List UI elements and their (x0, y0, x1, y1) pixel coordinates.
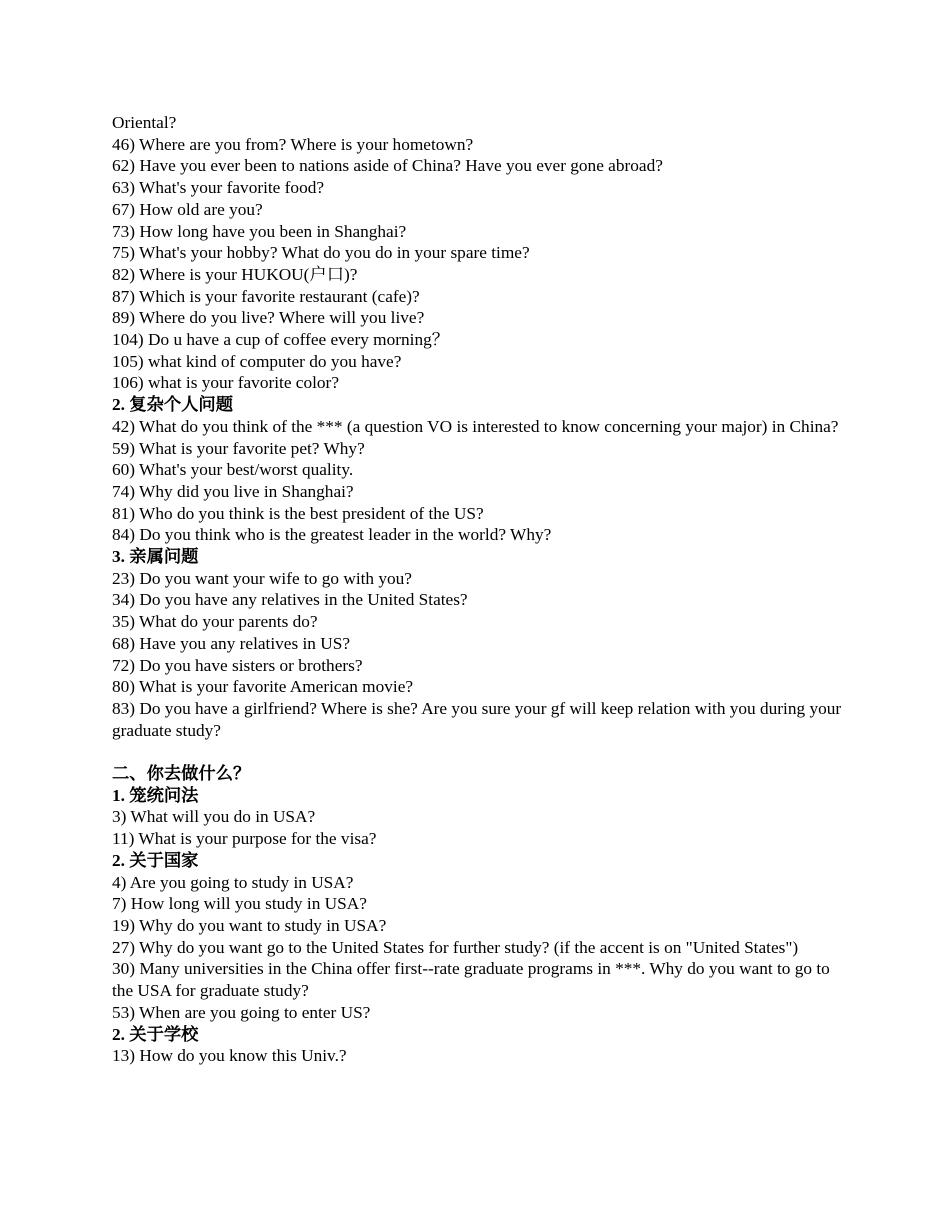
question-line: 80) What is your favorite American movie? (112, 677, 414, 697)
question-line: 63) What's your favorite food? (112, 178, 325, 198)
question-line: 19) Why do you want to study in USA? (112, 916, 387, 935)
question-line: 60) What's your best/worst quality. (112, 460, 354, 480)
document-page (112, 112, 842, 1067)
question-line: 82) Where is your HUKOU(户口)? (112, 264, 358, 284)
question-line: 13) How do you know this Univ.? (112, 1046, 347, 1066)
section-heading: 3. 亲属问题 (112, 547, 199, 567)
question-line: 4) Are you going to study in USA? (112, 872, 354, 892)
question-line: 11) What is your purpose for the visa? (112, 829, 377, 849)
question-line: 27) Why do you want go to the United States for further study? (if the accent is on "United States") (112, 937, 799, 957)
question-line: Oriental? (112, 113, 177, 132)
question-line: 53) When are you going to enter US? (112, 1002, 371, 1022)
question-line: 3) What will you do in USA? (112, 807, 316, 827)
question-line: 105) what kind of computer do you have? (112, 351, 402, 371)
question-line: 104) Do u have a cup of coffee every morning？ (112, 330, 450, 350)
section-heading: 2. 关于学校 (112, 1024, 199, 1044)
question-line: 87) Which is your favorite restaurant (cafe)? (112, 286, 420, 306)
question-line: 7) How long will you study in USA? (112, 894, 367, 914)
question-line: 106) what is your favorite color? (112, 373, 339, 393)
question-line: 68) Have you any relatives in US? (112, 633, 351, 653)
question-line: 72) Do you have sisters or brothers? (112, 655, 363, 675)
question-line: 74) Why did you live in Shanghai? (112, 481, 354, 501)
question-line: 23) Do you want your wife to go with you? (112, 568, 412, 588)
question-line: 46) Where are you from? Where is your hometown? (112, 134, 474, 154)
section-heading: 二、你去做什么？ (112, 764, 251, 784)
section-heading: 2. 关于国家 (112, 850, 199, 870)
question-line: 89) Where do you live? Where will you live? (112, 308, 425, 328)
question-line: 62) Have you ever been to nations aside of China? Have you ever gone abroad? (112, 156, 663, 176)
question-line: 73) How long have you been in Shanghai? (112, 221, 407, 241)
question-line: 35) What do your parents do? (112, 612, 318, 632)
question-line: 30) Many universities in the China offer first--rate graduate programs in ***. Why do you want to go to the USA for graduate study? (112, 959, 830, 1001)
question-line: 84) Do you think who is the greatest leader in the world? Why? (112, 525, 552, 545)
question-line: 75) What's your hobby? What do you do in your spare time? (112, 243, 530, 263)
question-line: 81) Who do you think is the best president of the US? (112, 503, 484, 523)
blank-line (112, 741, 842, 763)
question-line: 67) How old are you? (112, 199, 263, 219)
question-line: 83) Do you have a girlfriend? Where is she? Are you sure your gf will keep relation with you during your graduate study? (112, 698, 842, 740)
question-line: 34) Do you have any relatives in the United States? (112, 590, 468, 610)
section-heading: 1. 笼统问法 (112, 785, 199, 805)
question-line: 42) What do you think of the *** (a question VO is interested to know concerning your major) in China? (112, 416, 839, 436)
question-line: 59) What is your favorite pet? Why? (112, 438, 365, 458)
section-heading: 2. 复杂个人问题 (112, 395, 233, 415)
